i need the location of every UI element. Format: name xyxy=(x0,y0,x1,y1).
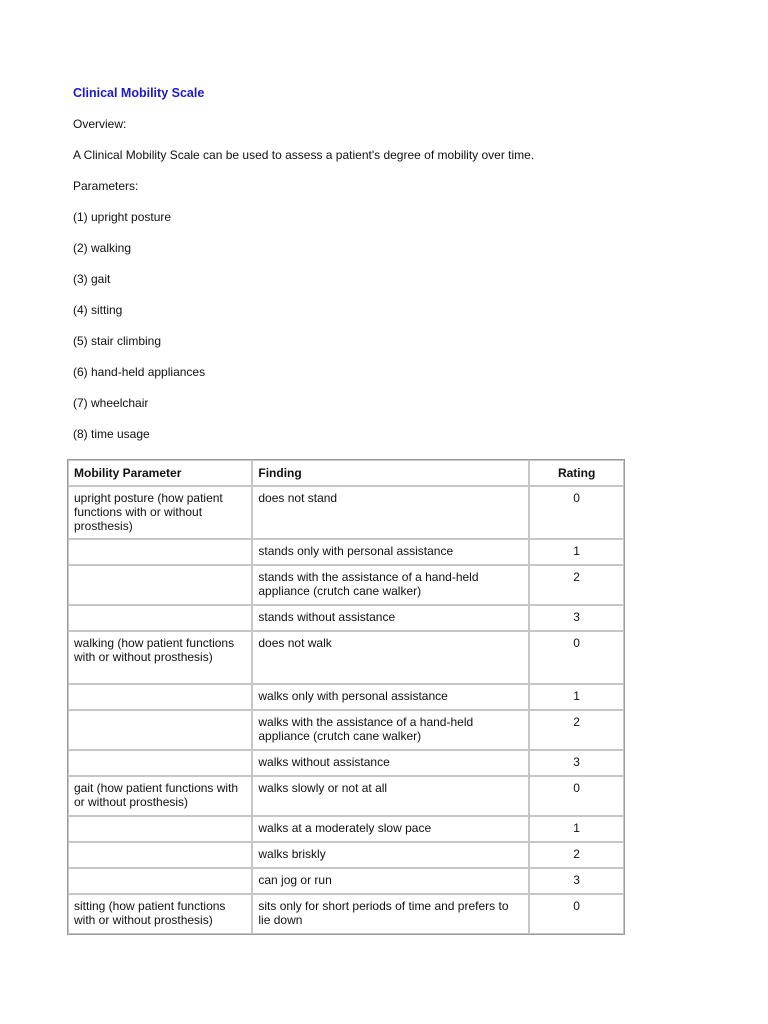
cell-finding: walks only with personal assistance xyxy=(252,684,529,710)
cell-finding: can jog or run xyxy=(252,868,529,894)
cell-rating: 0 xyxy=(529,894,624,934)
parameter-item: (7) wheelchair xyxy=(73,396,149,410)
parameter-item: (5) stair climbing xyxy=(73,334,162,348)
table-row xyxy=(68,842,624,868)
parameter-item: (2) walking xyxy=(73,241,132,255)
cell-rating: 3 xyxy=(529,605,624,631)
parameter-item: (8) time usage xyxy=(73,427,150,441)
cell-parameter xyxy=(68,750,252,776)
cell-finding: does not walk xyxy=(252,631,529,684)
table-row xyxy=(68,776,624,816)
mobility-scale-table xyxy=(67,459,625,935)
cell-parameter: upright posture (how patient functions with or without prosthesis) xyxy=(68,486,252,539)
overview-text: A Clinical Mobility Scale can be used to assess a patient's degree of mobility over time. xyxy=(73,148,535,162)
cell-parameter xyxy=(68,868,252,894)
cell-rating: 0 xyxy=(529,776,624,816)
parameter-item: (4) sitting xyxy=(73,303,123,317)
cell-parameter xyxy=(68,684,252,710)
cell-rating: 0 xyxy=(529,486,624,539)
table-row xyxy=(68,539,624,565)
cell-rating: 1 xyxy=(529,684,624,710)
parameters-list xyxy=(73,209,633,442)
table-row xyxy=(68,684,624,710)
document-body xyxy=(73,85,633,442)
table-row xyxy=(68,710,624,750)
cell-rating: 3 xyxy=(529,868,624,894)
cell-finding: stands with the assistance of a hand-held appliance (crutch cane walker) xyxy=(252,565,529,605)
cell-rating: 0 xyxy=(529,631,624,684)
cell-rating: 2 xyxy=(529,842,624,868)
parameters-label: Parameters: xyxy=(73,179,139,193)
page-title: Clinical Mobility Scale xyxy=(73,86,205,100)
cell-parameter xyxy=(68,565,252,605)
table-row xyxy=(68,894,624,934)
cell-finding: does not stand xyxy=(252,486,529,539)
cell-finding: walks slowly or not at all xyxy=(252,776,529,816)
cell-rating: 2 xyxy=(529,565,624,605)
cell-parameter xyxy=(68,539,252,565)
cell-finding: walks at a moderately slow pace xyxy=(252,816,529,842)
table-row xyxy=(68,565,624,605)
table-header-row xyxy=(68,460,624,486)
parameter-item: (6) hand-held appliances xyxy=(73,365,206,379)
header-mobility-parameter: Mobility Parameter xyxy=(68,460,252,486)
cell-finding: walks with the assistance of a hand-held appliance (crutch cane walker) xyxy=(252,710,529,750)
cell-parameter xyxy=(68,842,252,868)
overview-label: Overview: xyxy=(73,117,127,131)
cell-rating: 1 xyxy=(529,539,624,565)
cell-parameter: walking (how patient functions with or without prosthesis) xyxy=(68,631,252,684)
table-row xyxy=(68,486,624,539)
cell-finding: stands without assistance xyxy=(252,605,529,631)
table-row xyxy=(68,816,624,842)
table-row xyxy=(68,750,624,776)
cell-rating: 3 xyxy=(529,750,624,776)
cell-rating: 2 xyxy=(529,710,624,750)
header-rating: Rating xyxy=(529,460,624,486)
table-row xyxy=(68,605,624,631)
cell-finding: sits only for short periods of time and prefers to lie down xyxy=(252,894,529,934)
table-row xyxy=(68,631,624,684)
parameter-item: (3) gait xyxy=(73,272,111,286)
header-finding: Finding xyxy=(252,460,529,486)
cell-parameter xyxy=(68,816,252,842)
cell-finding: walks without assistance xyxy=(252,750,529,776)
cell-parameter xyxy=(68,605,252,631)
cell-rating: 1 xyxy=(529,816,624,842)
cell-finding: stands only with personal assistance xyxy=(252,539,529,565)
cell-parameter: gait (how patient functions with or without prosthesis) xyxy=(68,776,252,816)
cell-parameter xyxy=(68,710,252,750)
parameter-item: (1) upright posture xyxy=(73,210,172,224)
table-row xyxy=(68,868,624,894)
cell-finding: walks briskly xyxy=(252,842,529,868)
cell-parameter: sitting (how patient functions with or without prosthesis) xyxy=(68,894,252,934)
